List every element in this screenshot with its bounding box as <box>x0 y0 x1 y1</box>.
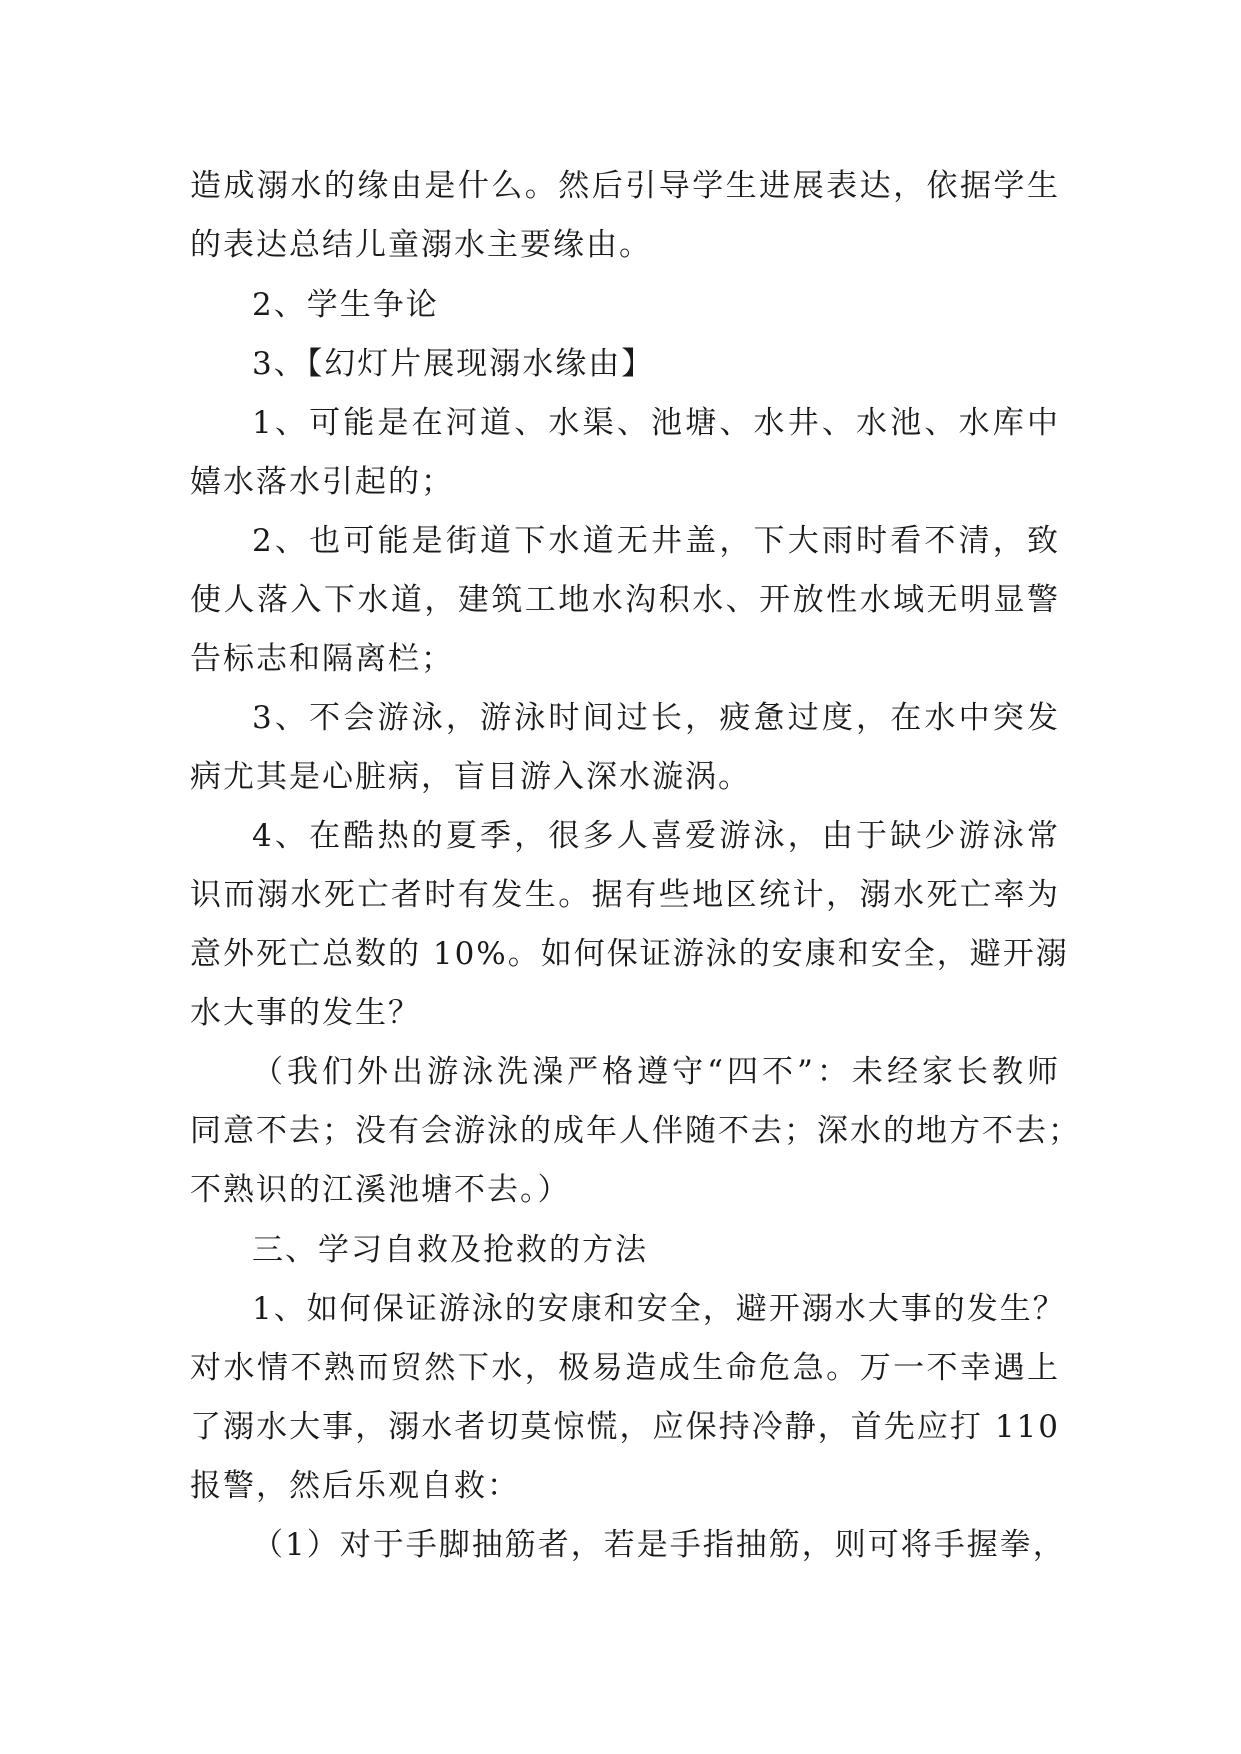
text-line: （我们外出游泳洗澡严格遵守“四不”：未经家长教师 <box>252 1054 1060 1090</box>
text-line: （1）对于手脚抽筋者，若是手指抽筋，则可将手握拳， <box>252 1527 1066 1563</box>
text-line: 对水情不熟而贸然下水，极易造成生命危急。万一不幸遇上 <box>190 1350 1060 1386</box>
text-line: 报警，然后乐观自救： <box>190 1468 520 1504</box>
text-line: 嬉水落水引起的； <box>190 464 454 500</box>
text-line: 的表达总结儿童溺水主要缘由。 <box>190 227 652 263</box>
text-line: 病尤其是心脏病，盲目游入深水漩涡。 <box>190 759 751 795</box>
text-line: 告标志和隔离栏； <box>190 641 454 677</box>
text-line: 使人落入下水道，建筑工地水沟积水、开放性水域无明显警 <box>190 582 1060 618</box>
text-line: 1、可能是在河道、水渠、池塘、水井、水池、水库中 <box>252 405 1060 441</box>
text-line: 3、【幻灯片展现溺水缘由】 <box>252 346 655 382</box>
text-line: 识而溺水死亡者时有发生。据有些地区统计，溺水死亡率为 <box>190 877 1060 913</box>
text-line: 水大事的发生？ <box>190 995 421 1031</box>
text-line: 不熟识的江溪池塘不去。） <box>190 1172 571 1208</box>
section-heading: 三、学习自救及抢救的方法 <box>252 1232 648 1268</box>
text-line: 1、如何保证游泳的安康和安全，避开溺水大事的发生？ <box>252 1291 1066 1327</box>
text-line: 了溺水大事，溺水者切莫惊慌，应保持冷静，首先应打 110 <box>190 1409 1060 1445</box>
text-line: 意外死亡总数的 10%。如何保证游泳的安康和安全，避开溺 <box>190 936 1069 972</box>
text-line: 3、不会游泳，游泳时间过长，疲惫过度，在水中突发 <box>252 700 1060 736</box>
text-line: 2、也可能是街道下水道无井盖，下大雨时看不清，致 <box>252 523 1060 559</box>
text-line: 4、在酷热的夏季，很多人喜爱游泳，由于缺少游泳常 <box>252 818 1060 854</box>
text-line: 造成溺水的缘由是什么。然后引导学生进展表达，依据学生 <box>190 168 1060 204</box>
text-line: 同意不去；没有会游泳的成年人伴随不去；深水的地方不去； <box>190 1113 1081 1149</box>
text-line: 2、学生争论 <box>252 287 439 323</box>
